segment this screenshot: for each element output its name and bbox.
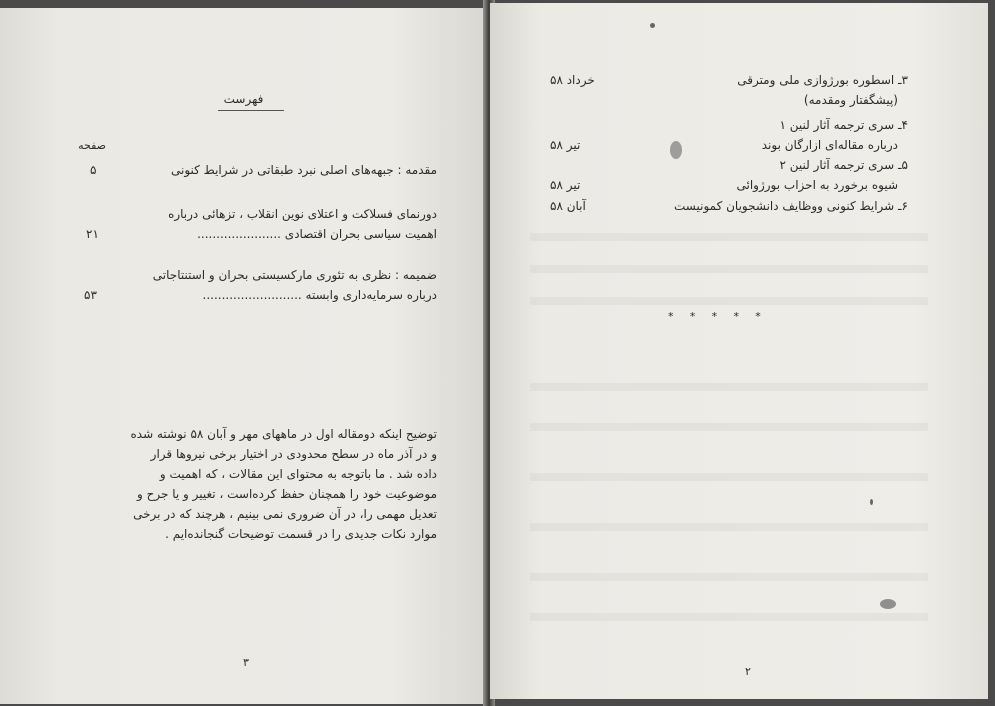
note-line: تعدیل مهمی را، در آن ضروری نمی بینیم ، هرچند که در برخی	[133, 507, 437, 521]
note-line: موارد نکات جدیدی را در قسمت توضیحات گنجانده‌ایم .	[165, 527, 437, 541]
toc-entry-2-title-cont: اهمیت سیاسی بحران اقتصادی ......................	[197, 227, 437, 241]
toc-entry-3-page: ۵۳	[84, 288, 97, 302]
list-item-4-date: تیر ۵۸	[550, 138, 581, 152]
page-number-left: ۳	[243, 656, 249, 669]
page-column-label: صفحه	[78, 139, 106, 152]
toc-entry-2-page: ۲۱	[86, 227, 99, 241]
page-number-right: ۲	[745, 665, 751, 678]
list-item-4: ۴ـ سری ترجمه آثار لنین ۱	[779, 118, 908, 132]
title-underline	[218, 110, 284, 111]
right-page	[490, 3, 988, 699]
separator-star: *	[733, 310, 740, 323]
note-line: توضیح اینکه دومقاله اول در ماههای مهر و آبان ۵۸ نوشته شده	[130, 427, 437, 441]
ink-smudge	[670, 141, 682, 159]
separator-star: *	[689, 310, 696, 323]
toc-entry-1-page: ۵	[90, 163, 97, 177]
note-line: و در آذر ماه در سطح محدودی در اختیار برخی نیروها قرار	[150, 447, 437, 461]
list-item-5-date: تیر ۵۸	[550, 178, 581, 192]
note-line: داده شد . ما باتوجه به محتوای این مقالات ، که اهمیت و	[159, 467, 437, 481]
list-item-3-sub: (پیشگفتار ومقدمه)	[803, 93, 898, 107]
toc-entry-3-title-cont: درباره سرمایه‌داری وابسته ..........................	[202, 288, 437, 302]
section-separator	[660, 309, 769, 323]
left-page	[0, 8, 487, 704]
toc-title: فهرست	[223, 92, 264, 106]
list-item-6-date: آبان ۵۸	[550, 199, 586, 213]
separator-star: *	[711, 310, 718, 323]
ink-speck	[650, 23, 655, 28]
separator-star: *	[755, 310, 762, 323]
list-item-6: ۶ـ شرایط کنونی ووظایف دانشجویان کمونیست	[674, 199, 908, 213]
list-item-3-date: خرداد ۵۸	[550, 73, 595, 87]
list-item-5: ۵ـ سری ترجمه آثار لنین ۲	[779, 158, 908, 172]
ink-smudge	[880, 599, 896, 609]
note-line: موضوعیت خود را همچنان حفظ کرده‌است ، تغییر و یا جرح و	[137, 487, 437, 501]
list-item-4-sub: درباره مقاله‌ای ازارگان بوند	[761, 138, 898, 152]
toc-entry-3-title: ضمیمه : نظری به تئوری مارکسیستی بحران و استنتاجاتی	[152, 268, 437, 282]
toc-entry-1-title: مقدمه : جبهه‌های اصلی نبرد طبقاتی در شرایط کنونی	[170, 163, 437, 177]
separator-star: *	[668, 310, 674, 323]
list-item-5-sub: شیوه برخورد به احزاب بورژوائی	[736, 178, 898, 192]
toc-entry-2-title: دورنمای فسلاکت و اعتلای نوین انقلاب ، تزهائی درباره	[168, 207, 437, 221]
list-item-3: ۳ـ اسطوره بورژوازی ملی ومترقی	[737, 73, 908, 87]
ink-speck	[870, 499, 873, 505]
